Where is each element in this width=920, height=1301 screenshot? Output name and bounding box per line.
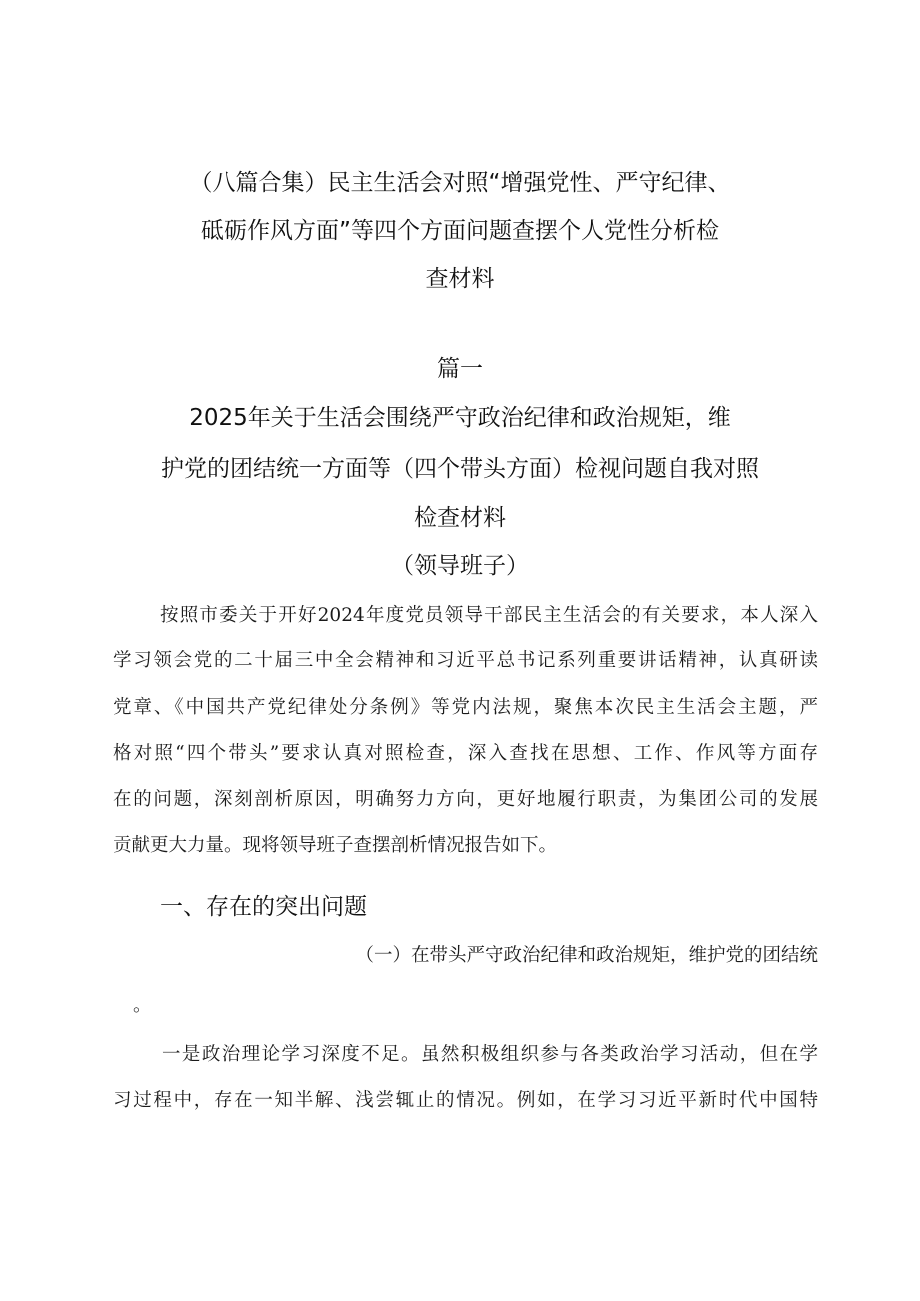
part-label: 篇一 [437, 356, 483, 382]
intro-paragraph-line: 按照市委关于开好2024年度党员领导干部民主生活会的有关要求，本人深入 [160, 605, 818, 626]
scope-label: （领导班子） [391, 553, 529, 579]
part-title-line-3: 检查材料 [414, 505, 506, 531]
document-title-line-3: 查材料 [425, 266, 495, 292]
point-paragraph-line: 一是政治理论学习深度不足。虽然积极组织参与各类政治学习活动，但在学 [162, 1044, 818, 1065]
intro-paragraph-line: 党章、《中国共产党纪律处分条例》等党内法规，聚焦本次民主生活会主题，严 [113, 697, 818, 718]
intro-paragraph-line: 学习领会党的二十届三中全会精神和习近平总书记系列重要讲话精神，认真研读 [113, 650, 818, 671]
document-title-line-1: （八篇合集）民主生活会对照“增强党性、严守纪律、 [189, 170, 731, 196]
intro-paragraph-line: 贡献更大力量。现将领导班子查摆剖析情况报告如下。 [113, 835, 558, 856]
section-heading: 一、存在的突出问题 [160, 894, 367, 920]
intro-paragraph-line: 在的问题，深刻剖析原因，明确努力方向，更好地履行职责，为集团公司的发展 [113, 789, 818, 810]
intro-paragraph-line: 格对照“四个带头”要求认真对照检查，深入查找在思想、工作、作风等方面存 [113, 743, 818, 764]
part-title-line-1: 2025年关于生活会围绕严守政治纪律和政治规矩，维 [189, 405, 731, 431]
part-title-line-2: 护党的团结统一方面等（四个带头方面）检视问题自我对照 [161, 456, 759, 482]
point-paragraph-line: 习过程中，存在一知半解、浅尝辄止的情况。例如，在学习习近平新时代中国特 [113, 1090, 818, 1111]
document-title-line-2: 砥砺作风方面”等四个方面问题查摆个人党性分析检 [201, 218, 719, 244]
subsection-heading: （一）在带头严守政治纪律和政治规矩，维护党的团结统 [355, 945, 818, 966]
subsection-heading-tail: 。 [133, 995, 152, 1016]
